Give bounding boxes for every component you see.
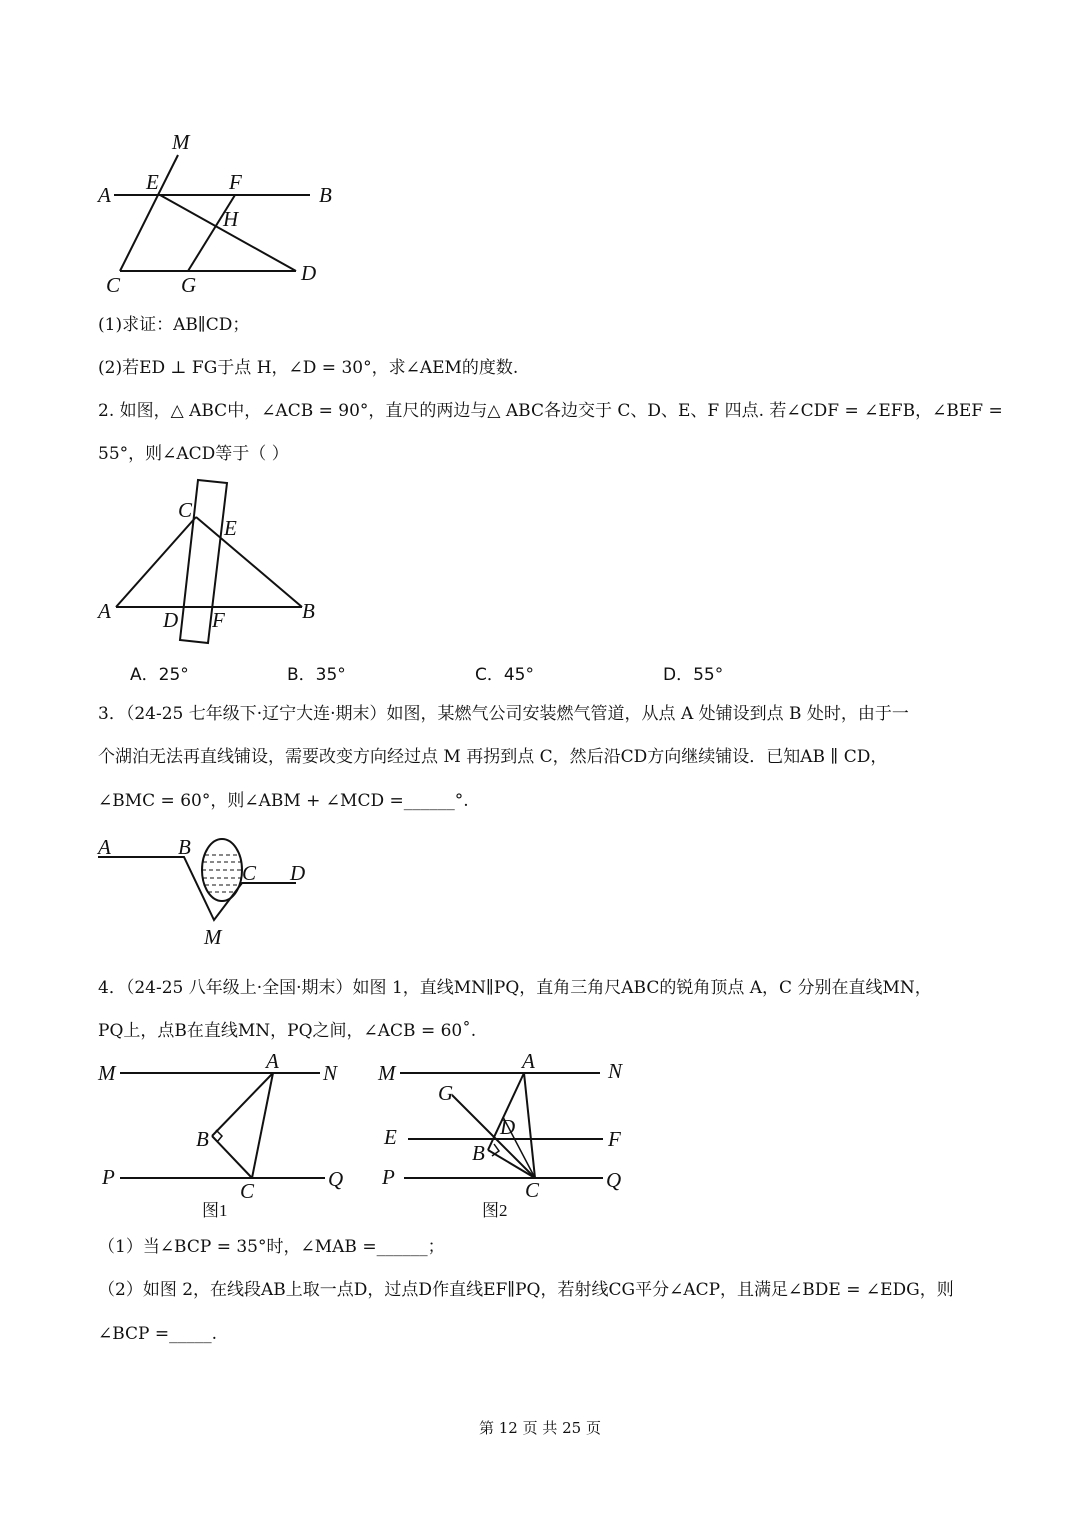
label-F: F [212,608,225,632]
right-angle-mark [492,1144,499,1156]
caption-fig2: 图2 [482,1201,508,1220]
q3-text-line3: ∠BMC = 60°，则∠ABM + ∠MCD =______°. [98,791,469,811]
side-AC [116,517,196,607]
option-b: B．35° [287,665,346,685]
label-F: F [229,170,242,194]
page-footer: 第 12 页 共 25 页 [478,1419,601,1437]
label-B: B [196,1127,209,1151]
label-A: A [266,1049,279,1073]
label-B: B [319,183,332,207]
label-G: G [181,273,197,297]
label-D: D [290,861,306,885]
label-E: E [384,1125,397,1149]
q4-figure-1 [90,1050,360,1225]
label-M: M [378,1061,396,1085]
label-D: D [301,261,317,285]
q4-figure-2 [378,1050,648,1225]
label-A: A [98,183,111,207]
label-A: A [522,1049,535,1073]
q2-text-line2: 55°，则∠ACD等于（ ） [98,444,289,464]
label-D: D [163,608,179,632]
label-C: C [525,1178,540,1202]
q3-text-line1: 3．（24-25 七年级下·辽宁大连·期末）如图，某燃气公司安装燃气管道，从点 A 处铺设到点 B 处时，由于一 [98,704,909,724]
label-E: E [146,170,159,194]
label-B: B [302,599,315,623]
label-E: E [224,516,237,540]
label-P: P [102,1165,115,1189]
label-F: F [608,1127,621,1151]
q4-part2-line1: （2）如图 2，在线段AB上取一点D，过点D作直线EF∥PQ，若射线CG平分∠ACP，且满足∠BDE = ∠EDG，则 [98,1280,954,1300]
q2-diagram [90,475,340,650]
label-Q: Q [606,1168,622,1192]
side-AC [524,1073,535,1178]
figure-1-diagram [90,125,350,300]
q2-text-line1: 2. 如图，△ ABC中，∠ACB = 90°，直尺的两边与△ ABC各边交于 C、D、E、F 四点. 若∠CDF = ∠EFB，∠BEF = [98,401,1003,421]
side-AB [212,1073,273,1136]
q4-text-line1: 4．（24-25 八年级上·全国·期末）如图 1，直线MN∥PQ，直角三角尺ABC的锐角顶点 A，C 分别在直线MN， [98,978,932,998]
label-C: C [106,273,121,297]
label-N: N [323,1061,338,1085]
q4-part2-line2: ∠BCP =_____. [98,1324,218,1344]
label-A: A [98,835,111,859]
label-B: B [178,835,191,859]
q1-part1: (1)求证：AB∥CD； [98,315,250,335]
side-BC [212,1136,252,1178]
label-C: C [242,861,257,885]
option-c: C．45° [475,665,535,685]
label-H: H [223,207,239,231]
q1-part2: (2)若ED ⊥ FG于点 H，∠D = 30°，求∠AEM的度数. [98,358,519,378]
label-M: M [172,130,190,154]
ray-CG [452,1095,535,1178]
option-a: A．25° [130,665,189,685]
side-AC [252,1073,273,1178]
label-N: N [608,1059,623,1083]
label-A: A [98,599,111,623]
q4-part1: （1）当∠BCP = 35°时，∠MAB =______； [98,1237,445,1257]
option-d: D．55° [663,665,724,685]
label-Q: Q [328,1167,344,1191]
label-P: P [382,1165,395,1189]
label-C: C [178,498,193,522]
q3-diagram [90,830,330,955]
q4-text-line2: PQ上，点B在直线MN，PQ之间，∠ACB = 60˚. [98,1021,477,1041]
label-B: B [472,1141,485,1165]
label-C: C [240,1179,255,1203]
label-M: M [204,925,222,949]
label-M: M [98,1061,116,1085]
label-D: D [500,1115,516,1139]
label-G: G [438,1081,454,1105]
caption-fig1: 图1 [202,1201,228,1220]
q3-text-line2: 个湖泊无法再直线铺设，需要改变方向经过点 M 再拐到点 C，然后沿CD方向继续铺设．已知AB ∥ CD， [98,747,888,767]
side-CB [196,517,302,607]
pipeline-path [98,857,296,920]
